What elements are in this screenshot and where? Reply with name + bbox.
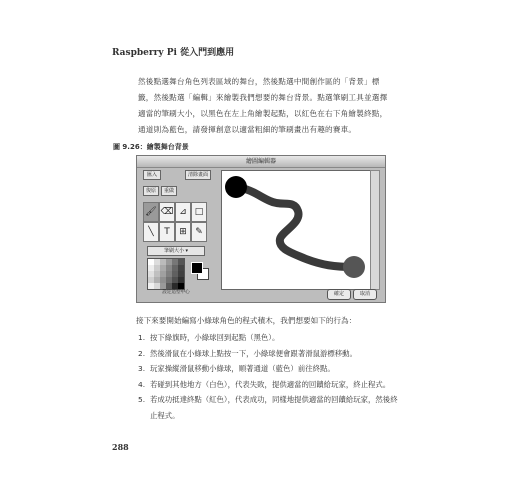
eyedropper-tool-icon[interactable]: ✎ (191, 222, 207, 242)
page-number: 288 (112, 442, 129, 452)
rectangle-tool-icon[interactable]: □ (191, 202, 207, 222)
list-intro: 接下來要開始編寫小綠球角色的程式積木，我們想要如下的行為： (136, 316, 357, 325)
stage-background-drawing (222, 171, 370, 289)
set-costume-center-button[interactable]: 設定造型中心 (162, 290, 190, 295)
ok-button[interactable]: 確定 (327, 289, 351, 300)
line-tool-icon[interactable]: ╲ (143, 222, 159, 242)
behavior-steps (138, 330, 400, 423)
undo-button[interactable]: 復原 (143, 186, 159, 196)
list-item: 3. 玩家操縱滑鼠移動小綠球，順著通道（藍色）前往終點。 (138, 364, 335, 373)
vertical-scrollbar[interactable] (370, 170, 380, 290)
redo-button[interactable]: 重做 (161, 186, 177, 196)
cancel-button[interactable]: 取消 (353, 289, 377, 300)
palette-swatch[interactable] (178, 283, 184, 289)
tool-grid (143, 202, 207, 242)
paint-editor-window (136, 155, 386, 303)
select-tool-icon[interactable]: ⊞ (175, 222, 191, 242)
text-tool-icon[interactable]: T (159, 222, 175, 242)
list-item: 2. 然後滑鼠在小綠球上點按一下，小綠球便會跟著滑鼠游標移動。 (138, 348, 357, 358)
start-point (225, 176, 247, 198)
fill-tool-icon[interactable]: ⊿ (175, 202, 191, 222)
list-item: 4. 若碰到其他地方（白色），代表失敗，提供適當的回饋給玩家，終止程式。 (138, 379, 391, 389)
foreground-color-swatch[interactable] (191, 262, 203, 274)
list-item: 5. 若成功抵達終點（紅色），代表成功，同樣地提供適當的回饋給玩家，然後終止程式。 (138, 395, 398, 420)
eraser-tool-icon[interactable]: ⌫ (159, 202, 175, 222)
end-point (343, 256, 365, 278)
track-path (236, 187, 354, 267)
brush-tool-icon[interactable]: 🖌 (143, 202, 159, 222)
color-palette[interactable] (147, 258, 185, 290)
brush-size-select[interactable]: 筆刷大小 ▾ (147, 246, 205, 256)
paint-editor-title: 繪圖編輯器 (137, 156, 385, 168)
clear-button[interactable]: 清除畫面 (185, 170, 211, 180)
figure-caption: 圖 9.26：繪製舞台背景 (113, 143, 189, 151)
running-header: Raspberry Pi 從入門到應用 (112, 48, 235, 58)
tool-panel (141, 170, 217, 296)
drawing-canvas[interactable] (221, 170, 371, 290)
import-button[interactable]: 匯入 (143, 170, 161, 180)
body-paragraph: 然後點選舞台角色列表區域的舞台，然後點選中間創作區的「背景」標籤，然後點選「編輯」來繪製我們想要的舞台背景。點選筆刷工具並選擇適當的筆刷大小，以黑色在左上角繪製起點，以紅色在右下角繪製終點，通道則為藍色，請發揮創意以適當粗細的筆刷畫出有趣的賽車。 (138, 77, 388, 134)
list-item: 1. 按下綠旗時，小綠球回到起點（黑色）。 (138, 333, 280, 342)
